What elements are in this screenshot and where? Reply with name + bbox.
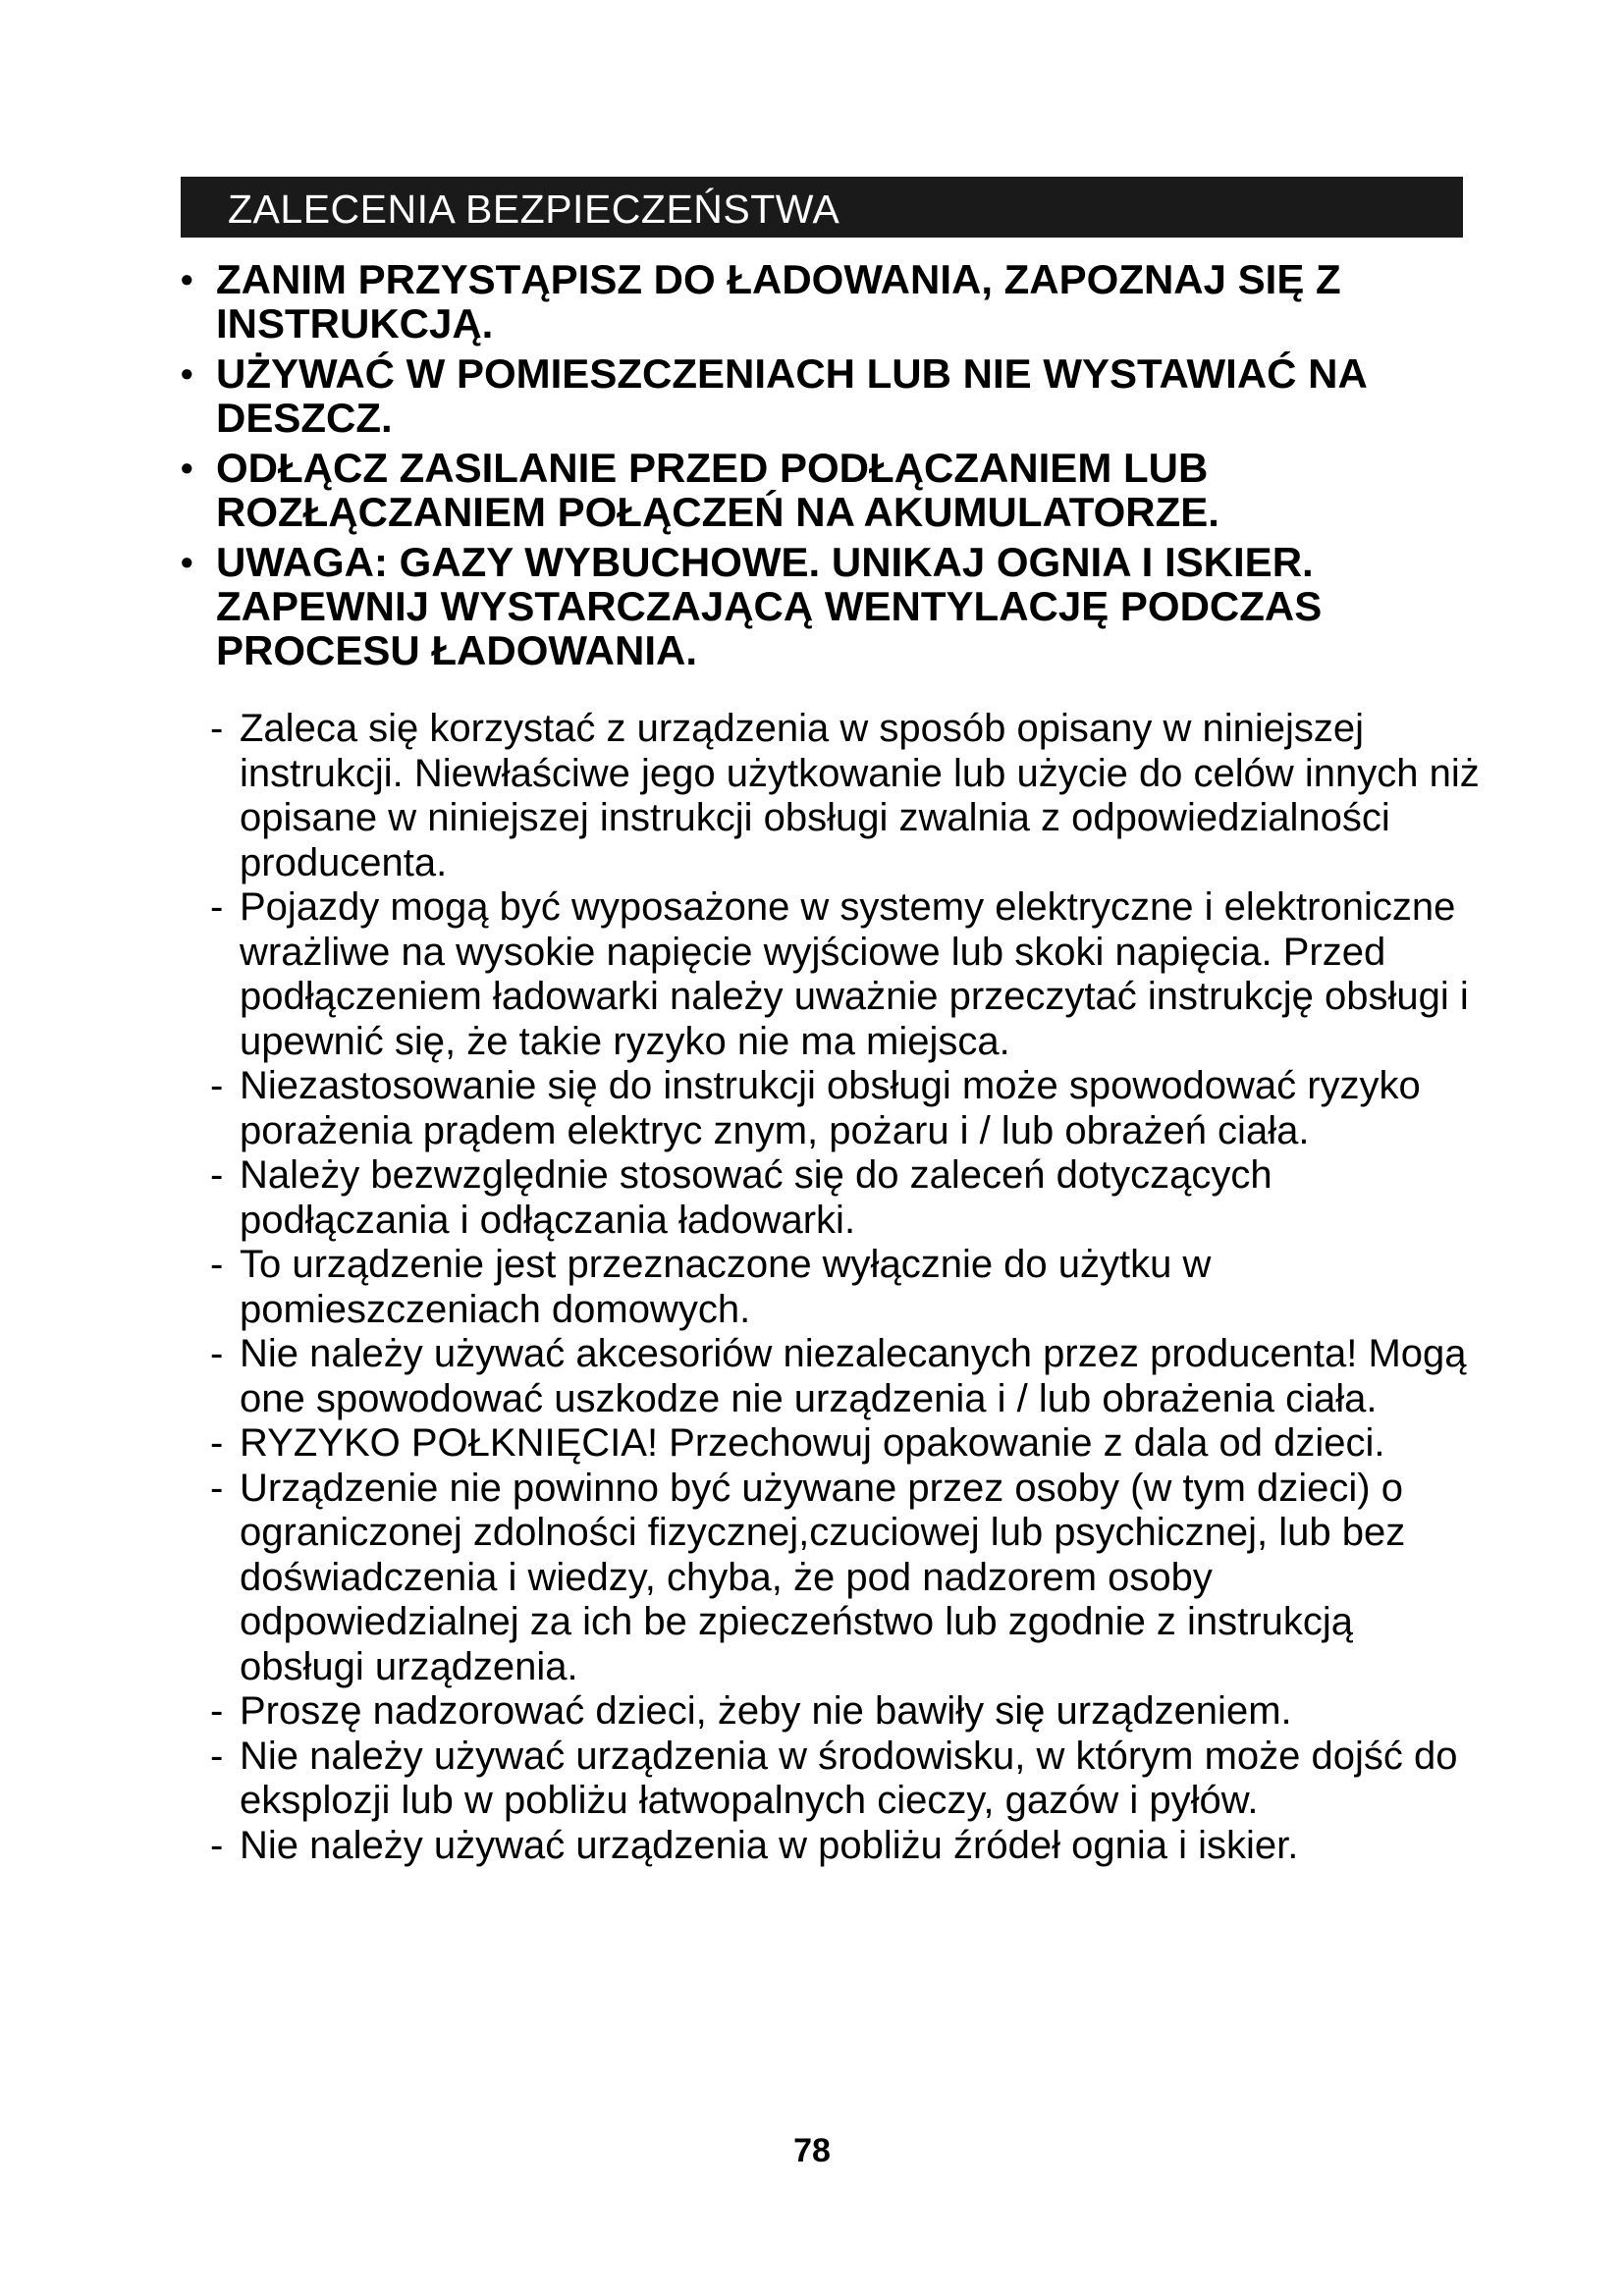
warning-item: • UŻYWAĆ W POMIESZCZENIACH LUB NIE WYSTAWIAĆ NA DESZCZ. [181,350,1367,441]
note-item: - Niezastosowanie się do instrukcji obsługi może spowodować ryzyko porażenia prądem elektryc znym, pożaru i / lub obrażeń ciała. [210,1064,1421,1152]
page-number: 78 [793,2132,831,2169]
note-item: - Urządzenie nie powinno być używane przez osoby (w tym dzieci) o ograniczonej zdolności fizycznej,czuciowej lub psychicznej, lub bez doświadczenia i wiedzy, chyba, że pod nadzorem osoby odpowiedzialnej za ich be zpieczeństwo lub zgodnie z instrukcją obsługi urządzenia. [210,1466,1406,1688]
warning-item: • ODŁĄCZ ZASILANIE PRZED PODŁĄCZANIEM LUB ROZŁĄCZANIEM POŁĄCZEŃ NA AKUMULATORZE. [181,445,1219,535]
dash-icon: - [210,707,224,750]
bullet-icon: • [181,259,193,299]
section-title: ZALECENIA BEZPIECZEŃSTWA [228,187,840,232]
warning-item: • UWAGA: GAZY WYBUCHOWE. UNIKAJ OGNIA I ISKIER. ZAPEWNIJ WYSTARCZAJĄCĄ WENTYLACJĘ PODCZAS PROCESU ŁADOWANIA. [181,539,1323,673]
note-item: - Pojazdy mogą być wyposażone w systemy elektryczne i elektroniczne wrażliwe na wysokie napięcie wyjściowe lub skoki napięcia. Przed podłączeniem ładowarki należy uważnie przeczytać instrukcję obsługi i upewnić się, że takie ryzyko nie ma miejsca. [210,885,1469,1063]
dash-icon: - [210,1064,224,1107]
note-item: - Nie należy używać akcesoriów niezalecanych przez producenta! Mogą one spowodować uszkodze nie urządzenia i / lub obrażenia ciała. [210,1332,1467,1420]
note-item: - RYZYKO POŁKNIĘCIA! Przechowuj opakowanie z dala od dzieci. [210,1421,1385,1465]
dash-icon: - [210,1421,224,1465]
bullet-icon: • [181,353,193,394]
note-item: - Zaleca się korzystać z urządzenia w sposób opisany w niniejszej instrukcji. Niewłaściwe jego użytkowanie lub użycie do celów innych niż opisane w niniejszej instrukcji obsługi zwalnia z odpowiedzialności producenta. [210,707,1480,884]
note-item: - Nie należy używać urządzenia w pobliżu źródeł ognia i iskier. [210,1823,1299,1867]
note-item: - Nie należy używać urządzenia w środowisku, w którym może dojść do eksplozji lub w pobliżu łatwopalnych cieczy, gazów i pyłów. [210,1734,1458,1822]
dash-icon: - [210,885,224,929]
note-item: - Należy bezwzględnie stosować się do zaleceń dotyczących podłączania i odłączania ładowarki. [210,1153,1272,1242]
dash-icon: - [210,1823,224,1867]
section-header [181,177,1463,238]
warning-item: • ZANIM PRZYSTĄPISZ DO ŁADOWANIA, ZAPOZNAJ SIĘ Z INSTRUKCJĄ. [181,256,1341,347]
note-item: - To urządzenie jest przeznaczone wyłącznie do użytku w pomieszczeniach domowych. [210,1243,1212,1331]
dash-icon: - [210,1153,224,1197]
dash-icon: - [210,1466,224,1510]
notes-list [210,707,1487,1868]
dash-icon: - [210,1689,224,1733]
note-item: - Proszę nadzorować dzieci, żeby nie bawiły się urządzeniem. [210,1689,1292,1733]
bullet-icon: • [181,542,193,582]
dash-icon: - [210,1734,224,1778]
dash-icon: - [210,1332,224,1375]
bullet-icon: • [181,448,193,488]
warning-list [181,257,1496,678]
dash-icon: - [210,1243,224,1286]
